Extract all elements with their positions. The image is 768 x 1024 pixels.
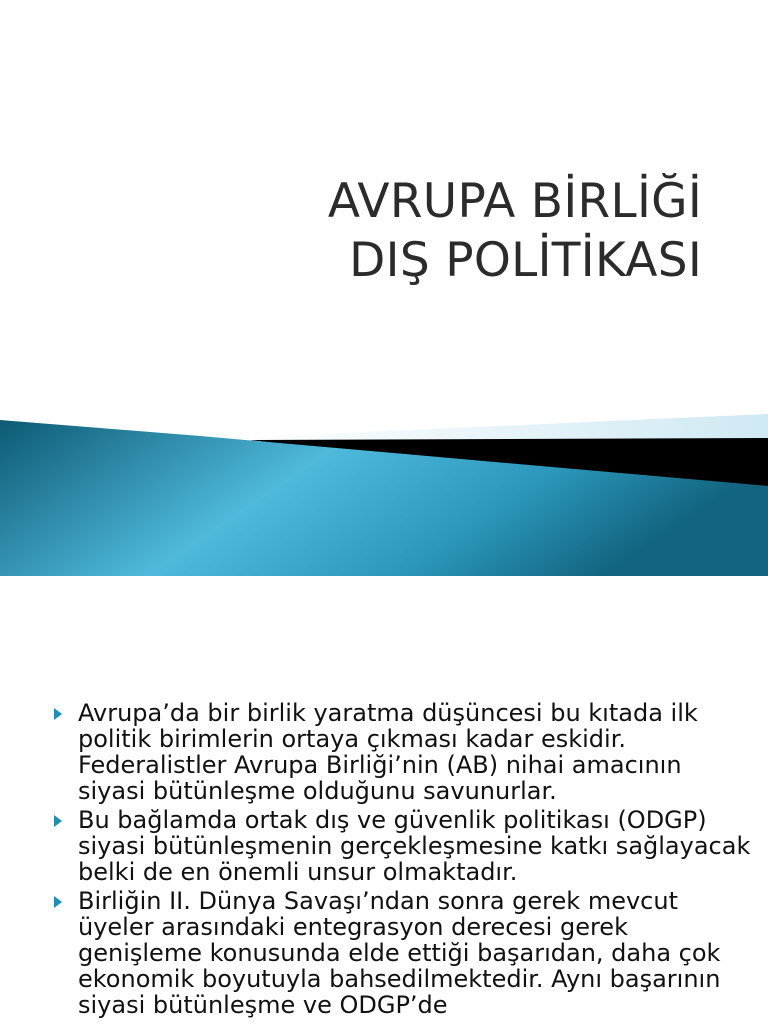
triangle-right-icon bbox=[54, 896, 62, 908]
bullet-text: Birliğin II. Dünya Savaşı’ndan sonra gerek mevcut üyeler arasındaki entegrasyon derecesi gerek genişleme konusunda elde ettiği başarıdan, daha çok ekonomik boyutuyla bahsedilmektedir. Aynı başarının siyasi bütünleşme ve ODGP’de bbox=[78, 887, 721, 1019]
slide-gap bbox=[0, 576, 768, 640]
title-line-1: AVRUPA BİRLİĞİ bbox=[327, 174, 702, 229]
list-item bbox=[54, 888, 754, 1018]
triangle-right-icon bbox=[54, 708, 62, 720]
bullet-text: Bu bağlamda ortak dış ve güvenlik politikası (ODGP) siyasi bütünleşmenin gerçekleşmesine katkı sağlayacak belki de en önemli unsur olmaktadır. bbox=[78, 806, 751, 886]
band-pale-strip bbox=[230, 414, 768, 440]
list-item bbox=[54, 700, 754, 804]
content-slide bbox=[0, 640, 768, 1024]
title-line-2: DIŞ POLİTİKASI bbox=[349, 233, 702, 288]
triangle-right-icon bbox=[54, 815, 62, 827]
bullet-list bbox=[54, 700, 754, 1021]
bullet-text: Avrupa’da bir birlik yaratma düşüncesi bu kıtada ilk politik birimlerin ortaya çıkması kadar eskidir. Federalistler Avrupa Birliği’nin (AB) nihai amacının siyasi bütünleşme olduğunu savunurlar. bbox=[78, 699, 698, 805]
decorative-wave-band bbox=[0, 400, 768, 576]
slide-title bbox=[328, 172, 702, 290]
list-item bbox=[54, 807, 754, 885]
